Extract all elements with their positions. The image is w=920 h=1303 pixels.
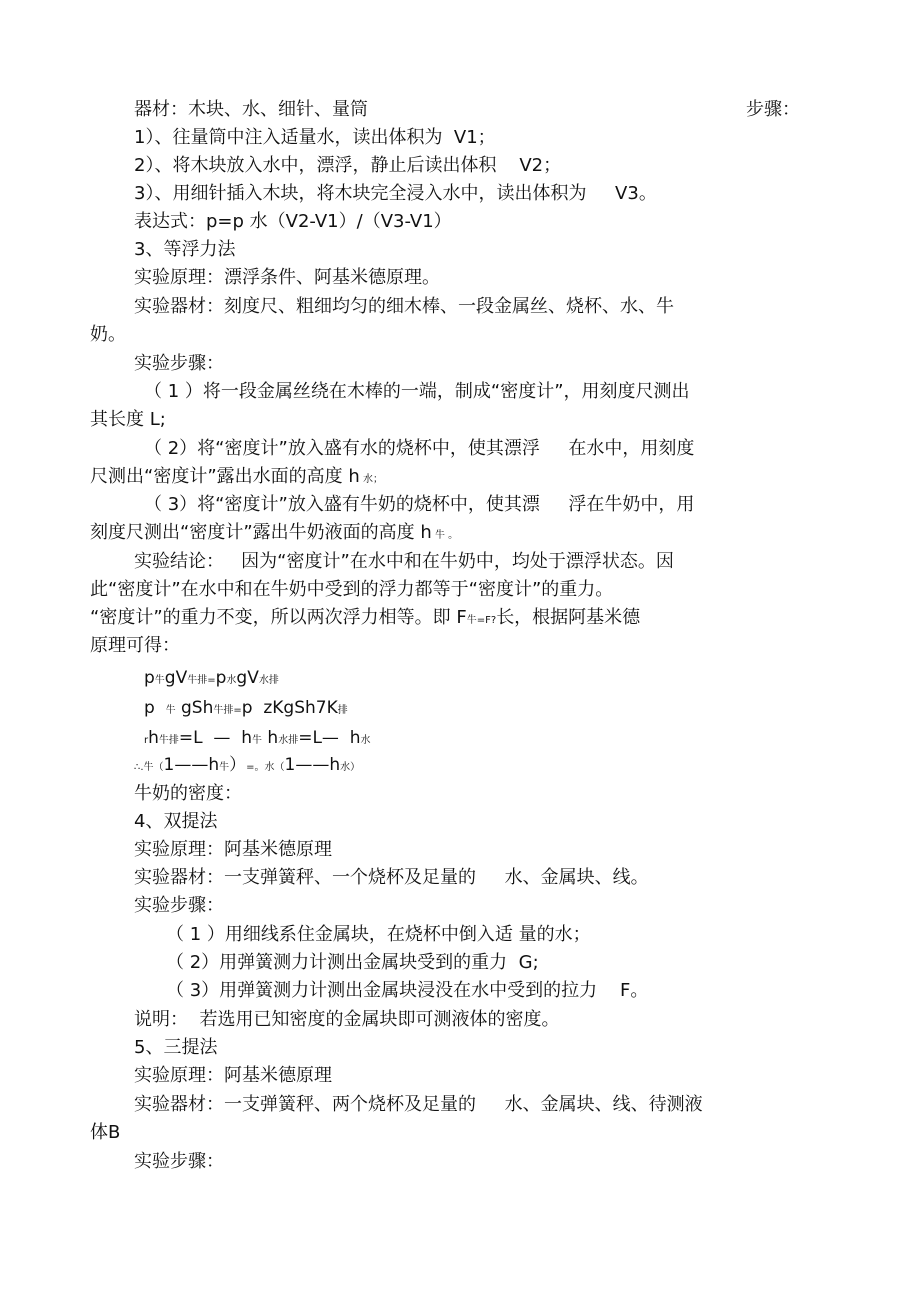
text-line (90, 521, 458, 548)
text-line: 实验器材：一支弹簧秤、一个烧杯及足量的 水、金属块、线。 (134, 867, 649, 888)
eq-part: 牛排 (158, 735, 179, 746)
eq-part: 1——h (163, 755, 220, 775)
text-line: 2）、将木块放入水中，漂浮，静止后读出体积 V2； (134, 155, 562, 176)
text-span: “密度计”的重力不变，所以两次浮力相等。即 F (90, 607, 467, 628)
eq-part: 牛 (165, 705, 176, 716)
text-line: （ 2）将“密度计”放入盛有水的烧杯中，使其漂浮 在水中，用刻度 (144, 438, 695, 459)
eq-part: 水 (226, 675, 237, 686)
text-line: 实验结论： 因为“密度计”在水中和在牛奶中，均处于漂浮状态。因 (134, 551, 674, 572)
eq-part: ∴. (134, 762, 144, 773)
text-line: 实验步骤： (134, 1151, 224, 1172)
text-line (90, 606, 640, 633)
eq-part: 牛 (154, 675, 165, 686)
eq-part: p (144, 698, 166, 718)
eq-part: 水排 (278, 735, 299, 746)
text-line: 说明： 若选用已知密度的金属块即可测液体的密度。 (134, 1009, 560, 1030)
eq-part: 牛 (252, 735, 263, 746)
eq-part: 牛排= (187, 675, 216, 686)
text-line: 实验原理：漂浮条件、阿基米德原理。 (134, 267, 440, 288)
eq-part: ） (229, 755, 247, 775)
subscript: 水； (359, 474, 383, 485)
text-line: 牛奶的密度： (134, 783, 242, 804)
eq-part: =L — h (178, 728, 253, 748)
eq-part: p (144, 668, 155, 688)
eq-part: p zKgSh7K (241, 698, 338, 718)
text-span: 刻度尺测出“密度计”露出牛奶液面的高度 h (90, 522, 432, 543)
eq-part: 牛排= (213, 705, 242, 716)
eq-part: gV (236, 668, 259, 688)
text-line: （ 1 ）将一段金属丝绕在木棒的一端，制成“密度计”，用刻度尺测出 (144, 381, 690, 402)
text-line: （ 3）将“密度计”放入盛有牛奶的烧杯中，使其漂 浮在牛奶中，用 (144, 494, 695, 515)
text-line (90, 465, 383, 492)
text-line: 实验原理：阿基米德原理 (134, 839, 332, 860)
text-line: （ 2）用弹簧测力计测出金属块受到的重力 G; (166, 952, 539, 973)
text-line: 步骤： (746, 99, 800, 120)
eq-part: 1——h (284, 755, 341, 775)
text-line: （ 3）用弹簧测力计测出金属块浸没在水中受到的拉力 F。 (166, 980, 649, 1001)
text-line: 实验器材：刻度尺、粗细均匀的细木棒、一段金属丝、烧杯、水、牛 (134, 296, 674, 317)
text-line: 其长度 L; (90, 409, 166, 430)
equation-1 (144, 666, 279, 693)
text-line: 原理可得： (90, 635, 180, 656)
eq-part: 水） (340, 762, 361, 773)
text-line: 此“密度计”在水中和在牛奶中受到的浮力都等于“密度计”的重力。 (90, 579, 614, 600)
eq-part: 水 (360, 735, 371, 746)
section-heading: 3、等浮力法 (134, 239, 236, 260)
eq-part: gV (164, 668, 188, 688)
text-line: 实验原理：阿基米德原理 (134, 1065, 332, 1086)
subscript: 牛 。 (431, 530, 459, 541)
text-line: 实验器材：一支弹簧秤、两个烧杯及足量的 水、金属块、线、待测液 (134, 1094, 703, 1115)
text-line: 体B (90, 1122, 121, 1143)
eq-part: h (148, 728, 159, 748)
equation-2 (144, 696, 348, 723)
text-line: （ 1 ）用细线系住金属块，在烧杯中倒入适 量的水； (166, 924, 591, 945)
section-heading: 4、双提法 (134, 811, 218, 832)
text-line: 表达式：p=p 水（V2-V1）/（V3-V1） (134, 211, 452, 232)
text-line: 奶。 (90, 324, 126, 345)
text-span: 尺测出“密度计”露出水面的高度 h (90, 466, 360, 487)
eq-part: 牛（ (143, 762, 164, 773)
text-line: 实验步骤： (134, 895, 224, 916)
eq-part: p (215, 668, 227, 688)
eq-part: 水排 (258, 675, 279, 686)
eq-part: r (144, 735, 149, 746)
eq-part: =L— h (298, 728, 361, 748)
eq-part: =。水（ (246, 762, 285, 773)
section-heading: 5、三提法 (134, 1037, 218, 1058)
text-span: 长，根据阿基米德 (496, 607, 641, 628)
text-line: 1）、往量筒中注入适量水，读出体积为 V1； (134, 127, 496, 148)
eq-part: 排 (337, 705, 348, 716)
equation-4 (134, 753, 360, 780)
text-line: 器材：木块、水、细针、量筒 (134, 99, 368, 120)
eq-part: gSh (175, 698, 214, 718)
subscript: 牛=F? (466, 615, 497, 626)
eq-part: h (262, 728, 279, 748)
equation-3 (144, 726, 371, 753)
eq-part: 牛 (219, 762, 230, 773)
text-line: 实验步骤： (134, 353, 224, 374)
text-line: 3）、用细针插入木块，将木块完全浸入水中，读出体积为 V3。 (134, 183, 657, 204)
